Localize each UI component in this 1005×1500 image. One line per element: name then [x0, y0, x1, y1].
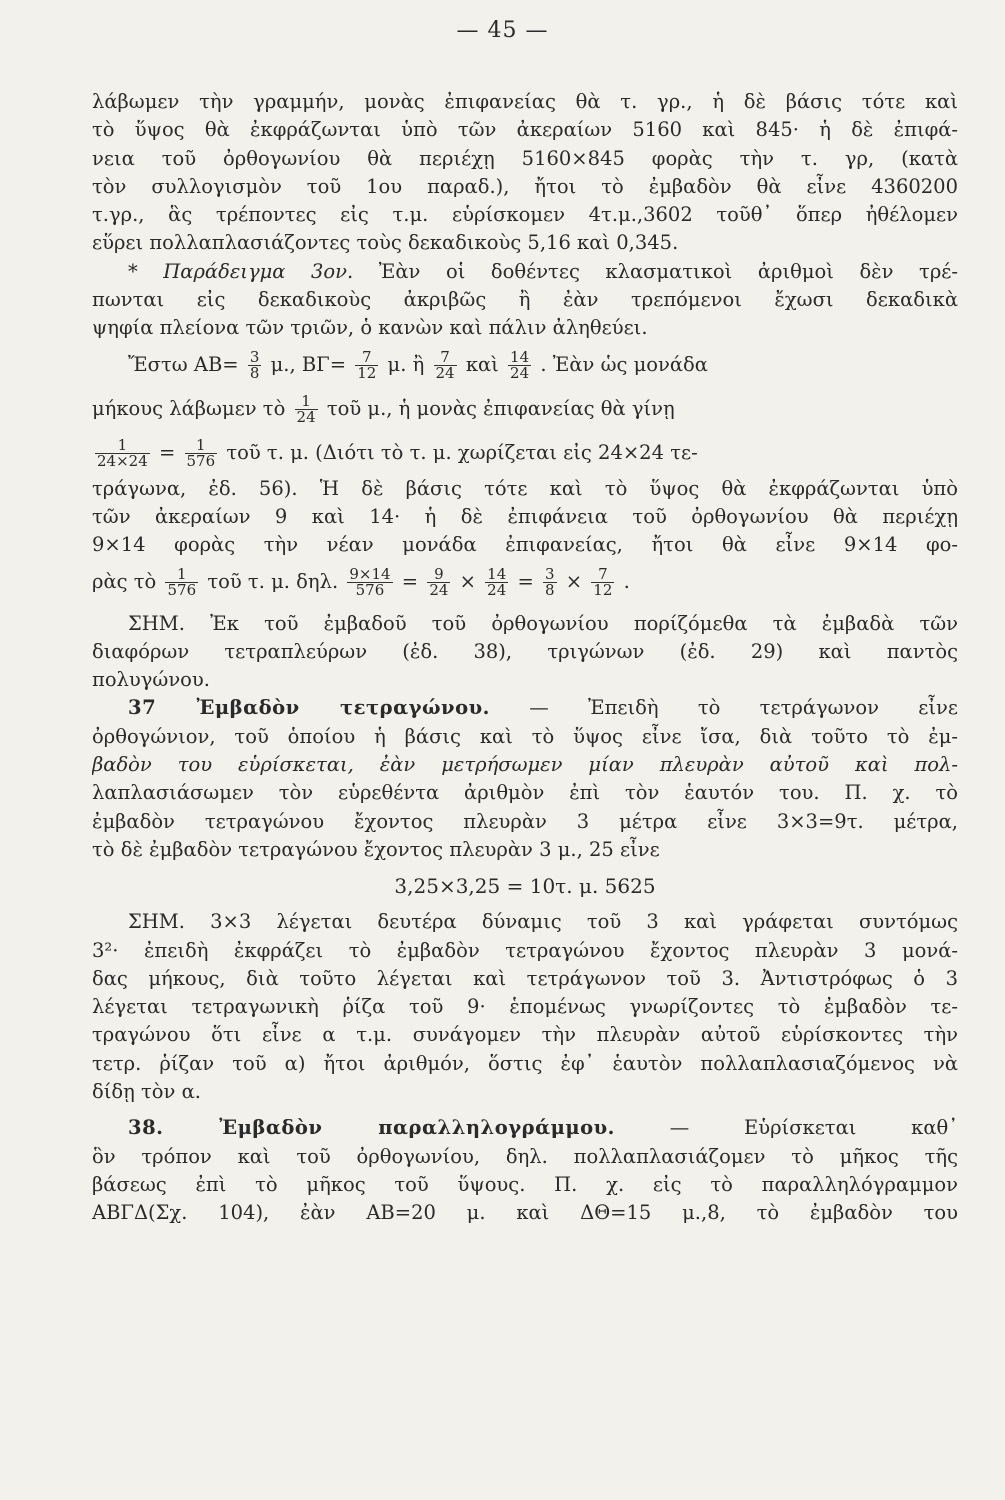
fraction	[165, 564, 198, 599]
times-sign: ×	[565, 569, 583, 593]
numerator: 3	[249, 347, 260, 366]
text-span: Ἔστω ΑΒ=	[128, 352, 239, 376]
text-line: λέγεται τετραγωνικὴ ῥίζα τοῦ 9· ἑπομένως γνωρίζοντες τὸ ἐμβαδὸν τε-	[92, 995, 958, 1019]
fraction	[295, 391, 318, 426]
text-line: τετρ. ῥίζαν τοῦ α) ἤτοι ἀριθμόν, ὅστις ἐφ᾽ ἑαυτὸν πολλαπλασιαζόμενος νὰ	[92, 1051, 958, 1075]
fraction	[543, 564, 557, 599]
denominator: 576	[355, 580, 385, 599]
fraction	[485, 564, 508, 599]
numerator: 1	[295, 394, 318, 410]
text-line: διαφόρων τετραπλεύρων (ἐδ. 38), τριγώνων (ἐδ. 29) καὶ παντὸς	[92, 639, 958, 663]
section-37	[92, 694, 958, 908]
numerator: 1	[185, 438, 218, 454]
text-line: εὕρει πολλαπλασιάζοντες τοὺς δεκαδικοὺς 5,16 καὶ 0,345.	[92, 231, 679, 255]
denominator: 8	[545, 580, 555, 599]
denominator: 24	[487, 580, 507, 599]
text-line: ΣΗΜ. 3×3 λέγεται δευτέρα δύναμις τοῦ 3 καὶ γράφεται συντόμως	[128, 910, 958, 934]
equals-sign: =	[158, 440, 176, 464]
text-line: τὸ ὕψος θὰ ἐκφράζωνται ὑπὸ τῶν ἀκεραίων 5160 καὶ 845· ἡ δὲ ἐπιφά-	[92, 118, 958, 142]
numerator: 9	[427, 567, 450, 583]
text-line: δας μήκους, διὰ τοῦτο λέγεται καὶ τετράγωνον τοῦ 3. Ἀντιστρόφως ὁ 3	[92, 966, 958, 990]
text-span: ρὰς τὸ	[92, 569, 157, 593]
text-line: δίδῃ τὸν α.	[92, 1080, 201, 1104]
denominator: 24	[435, 363, 455, 382]
denominator: 576	[167, 580, 197, 599]
fraction	[95, 435, 150, 470]
section-heading: 38. Ἐμβαδὸν παραλληλογράμμου.	[128, 1116, 615, 1140]
text-span: — Ἐπειδὴ τὸ τετράγωνον εἶνε	[529, 696, 958, 720]
text-line: ὀρθογώνιον, τοῦ ὁποίου ἡ βάσις καὶ τὸ ὕψος εἶνε ἴσα, διὰ τοῦτο τὸ ἐμ-	[92, 724, 958, 748]
math-line	[92, 431, 958, 475]
numerator: 14	[510, 347, 530, 366]
text-line: ΑΒΓΔ(Σχ. 104), ἐὰν ΑΒ=20 μ. καὶ ΔΘ=15 μ.,8, τὸ ἐμβαδὸν του	[92, 1201, 958, 1225]
text-line	[92, 1114, 958, 1142]
numerator: 9×14	[349, 564, 391, 583]
denominator: 24	[510, 363, 530, 382]
page-body	[92, 88, 958, 1228]
text-line	[92, 258, 958, 286]
note-paragraph	[92, 610, 958, 695]
footnote-mark: *	[128, 259, 138, 283]
text-span: βαδὸν του εὑρίσκεται, ἐὰν μετρήσωμεν μίαν πλευρὰν αὐτοῦ καὶ πολ-	[92, 753, 958, 777]
example-3-paragraph	[92, 258, 958, 343]
denominator: 24	[296, 407, 316, 426]
fraction	[591, 564, 614, 599]
text-span: μ., ΒΓ=	[270, 352, 347, 376]
text-line: τραγώνου ὅτι εἶνε α τ.μ. συνάγομεν τὴν πλευρὰν αὐτοῦ εὑρίσκοντες τὴν	[92, 1023, 958, 1047]
text-line	[92, 751, 958, 779]
text-span: Ἐὰν οἱ δοθέντες κλασματικοὶ ἀριθμοὶ δὲν τρέ-	[378, 259, 958, 283]
section-heading: 37 Ἐμβαδὸν τετραγώνου.	[128, 696, 490, 720]
fraction	[508, 347, 531, 382]
denominator: 24×24	[97, 451, 148, 470]
numerator: 14	[487, 564, 507, 583]
text-line: πολυγώνου.	[92, 668, 210, 692]
numerator: 7	[434, 350, 457, 366]
text-line: ψηφία πλείονα τῶν τριῶν, ὁ κανὼν καὶ πάλιν ἀληθεύει.	[92, 316, 648, 340]
fraction	[434, 347, 457, 382]
text-span: τοῦ τ. μ. δηλ.	[207, 569, 339, 593]
text-line: τράγωνα, ἐδ. 56). Ἡ δὲ βάσις τότε καὶ τὸ ὕψος θὰ ἐκφράζωνται ὑπὸ	[92, 476, 958, 500]
numerator: 7	[355, 350, 378, 366]
text-line: τὸ δὲ ἐμβαδὸν τετραγώνου ἔχοντος πλευρὰν 3 μ., 25 εἶνε	[92, 837, 660, 861]
fraction	[248, 347, 262, 382]
text-line: τῶν ἀκεραίων 9 καὶ 14· ἡ δὲ ἐπιφάνεια τοῦ ὀρθογωνίου θὰ περιέχῃ	[92, 504, 958, 528]
text-line: λάβωμεν τὴν γραμμήν, μονὰς ἐπιφανείας θὰ τ. γρ., ἡ δὲ βάσις τότε καὶ	[92, 90, 958, 113]
page-number: — 45 —	[456, 18, 549, 43]
math-line	[92, 343, 958, 387]
fraction	[427, 564, 450, 599]
denominator: 8	[249, 363, 260, 382]
denominator: 12	[593, 580, 613, 599]
text-span: μ. ἢ	[387, 352, 425, 376]
equals-sign: =	[401, 569, 419, 593]
text-line: ὃν τρόπον καὶ τοῦ ὀρθογωνίου, δηλ. πολλαπλασιάζομεν τὸ μῆκος τῆς	[92, 1144, 958, 1168]
text-line: βάσεως ἐπὶ τὸ μῆκος τοῦ ὕψους. Π. χ. εἰς τὸ παραλληλόγραμμον	[92, 1172, 958, 1196]
display-equation: 3,25×3,25 = 10τ. μ. 5625	[394, 874, 656, 899]
text-line: 3²· ἐπειδὴ ἐκφράζει τὸ ἐμβαδὸν τετραγώνου ἔχοντος πλευρὰν 3 μονά-	[92, 938, 958, 962]
numerator: 7	[591, 567, 614, 583]
text-line: ἐμβαδὸν τετραγώνου ἔχοντος πλευρὰν 3 μέτρα εἶνε 3×3=9τ. μέτρα,	[92, 809, 958, 833]
example-equations	[92, 343, 958, 604]
numerator: 1	[165, 567, 198, 583]
denominator: 24	[429, 580, 449, 599]
text-span: — Εὑρίσκεται καθ᾽	[669, 1116, 958, 1140]
text-line: 9×14 φορὰς τὴν νέαν μονάδα ἐπιφανείας, ἤτοι θὰ εἶνε 9×14 φο-	[92, 533, 958, 557]
fraction	[355, 347, 378, 382]
text-line: λαπλασιάσωμεν τὸν εὑρεθέντα ἀριθμὸν ἐπὶ τὸν ἑαυτόν του. Π. χ. τὸ	[92, 781, 958, 805]
text-span: τοῦ μ., ἡ μονὰς ἐπιφανείας θὰ γίνῃ	[326, 396, 675, 420]
text-span: .	[623, 569, 630, 593]
text-line: τὸν συλλογισμὸν τοῦ 1ου παραδ.), ἤτοι τὸ ἐμβαδὸν θὰ εἶνε 4360200	[92, 174, 958, 198]
math-line	[92, 560, 958, 604]
numerator: 3	[545, 564, 555, 583]
example-label: Παράδειγμα 3ον.	[163, 259, 354, 283]
section-38	[92, 1114, 958, 1227]
text-span: καὶ	[465, 352, 499, 376]
denominator: 12	[357, 363, 377, 382]
denominator: 576	[186, 451, 216, 470]
fraction	[185, 435, 218, 470]
text-span: . Ἐὰν ὡς μονάδα	[540, 352, 708, 376]
times-sign: ×	[459, 569, 476, 593]
equals-sign: =	[517, 569, 534, 593]
text-span: μήκους λάβωμεν τὸ	[92, 396, 286, 420]
paragraph-continued	[92, 88, 958, 258]
text-line	[92, 694, 958, 722]
text-line: νεια τοῦ ὀρθογωνίου θὰ περιέχῃ 5160×845 φορὰς τὴν τ. γρ, (κατὰ	[92, 146, 958, 170]
note-paragraph-2	[92, 908, 958, 1106]
text-line: ΣΗΜ. Ἐκ τοῦ ἐμβαδοῦ τοῦ ὀρθογωνίου πορίζόμεθα τὰ ἐμβαδὰ τῶν	[128, 611, 958, 635]
numerator: 1	[95, 438, 150, 454]
fraction	[347, 564, 392, 599]
text-span: τοῦ τ. μ. (Διότι τὸ τ. μ. χωρίζεται εἰς 24×24 τε-	[226, 440, 698, 464]
math-line	[92, 387, 958, 431]
text-line: τ.γρ., ἃς τρέποντες εἰς τ.μ. εὑρίσκομεν 4τ.μ.,3602 τοῦθ᾽ ὅπερ ἠθέλομεν	[92, 203, 958, 227]
text-line: πωνται εἰς δεκαδικοὺς ἀκριβῶς ἢ ἐὰν τρεπόμενοι ἔχωσι δεκαδικὰ	[92, 288, 958, 312]
